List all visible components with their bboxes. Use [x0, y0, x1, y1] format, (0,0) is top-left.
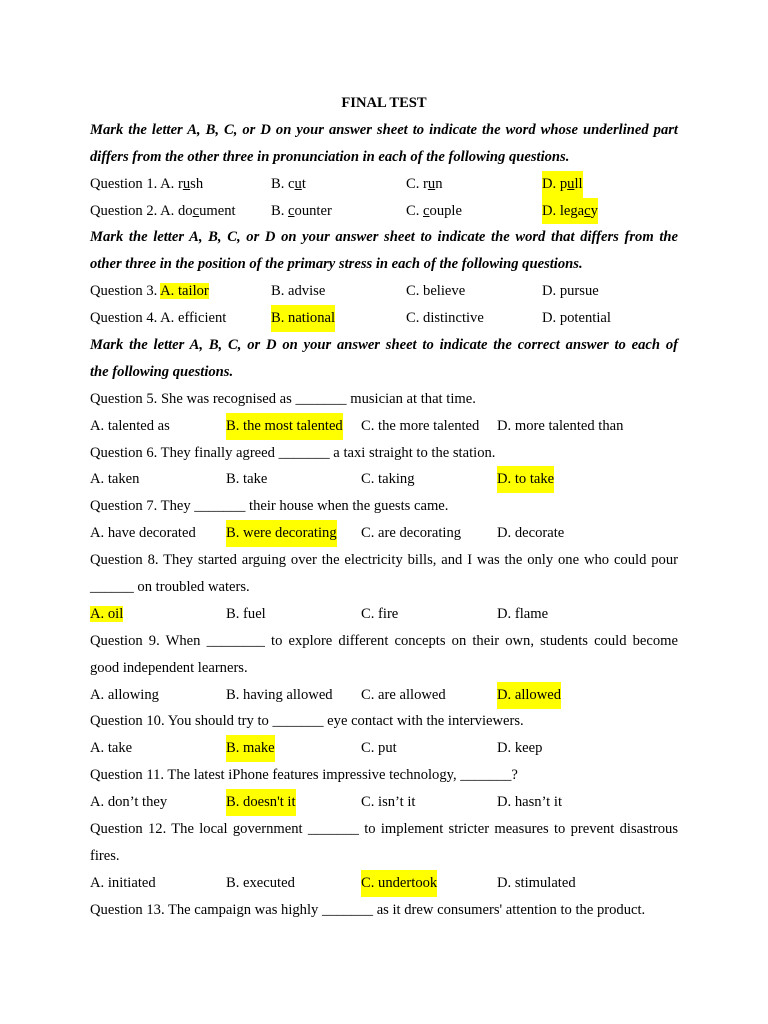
question-5-option-a: A. talented as: [90, 417, 170, 434]
question-9-option-b: B. having allowed: [226, 686, 333, 703]
question-2-option-c: C. couple: [406, 202, 462, 219]
question-5-option-b: B. the most talented: [226, 413, 343, 440]
instruction-stress-line-1: Mark the letter A, B, C, or D on your answer sheet to indicate the word that differs from the: [90, 229, 678, 246]
question-10-text: Question 10. You should try to _______ eye contact with the interviewers.: [90, 713, 524, 730]
question-4-option-b: B. national: [271, 305, 335, 332]
question-6-text: Question 6. They finally agreed _______ a taxi straight to the station.: [90, 444, 496, 461]
question-7-option-c: C. are decorating: [361, 525, 462, 542]
question-12-option-a: A. initiated: [90, 874, 156, 891]
question-8-option-a: A. oil: [90, 605, 124, 622]
question-6-option-d: D. to take: [497, 466, 554, 493]
question-4-option-c: C. distinctive: [406, 310, 484, 327]
question-1-label: Question 1.: [90, 175, 161, 192]
question-11-option-d: D. hasn’t it: [497, 794, 562, 811]
question-9-text-line-1: Question 9. When ________ to explore different concepts on their own, students could become: [90, 632, 678, 649]
question-7-text: Question 7. They _______ their house when the guests came.: [90, 498, 449, 515]
question-9-options: [90, 682, 678, 709]
question-12-text-line-2: fires.: [90, 847, 120, 864]
question-11-option-b: B. doesn't it: [226, 789, 296, 816]
instruction-stress-line-2: other three in the position of the primary stress in each of the following questions.: [90, 256, 583, 273]
question-3-option-a: A. tailor: [160, 283, 209, 300]
question-12-text-line-1: Question 12. The local government _______ to implement stricter measures to prevent disastrous: [90, 821, 678, 838]
question-8-options: [90, 601, 678, 628]
question-9-option-d: D. allowed: [497, 682, 561, 709]
instruction-correct-line-1: Mark the letter A, B, C, or D on your answer sheet to indicate the correct answer to each of: [90, 337, 678, 354]
question-1-option-c: C. run: [406, 175, 443, 192]
question-5-option-c: C. the more talented: [361, 417, 480, 434]
question-12-option-c: C. undertook: [361, 870, 437, 897]
question-11-option-a: A. don’t they: [90, 794, 168, 811]
question-8-option-d: D. flame: [497, 605, 549, 622]
question-1-option-d: D. pull: [542, 171, 583, 198]
question-6-options: [90, 466, 678, 493]
question-2-option-b: B. counter: [271, 202, 332, 219]
question-2-option-a: A. document: [160, 202, 236, 219]
question-2-option-d: D. legacy: [542, 198, 598, 225]
document-page: [90, 90, 678, 924]
question-7-option-b: B. were decorating: [226, 520, 337, 547]
question-6-option-a: A. taken: [90, 471, 140, 488]
instruction-correct-line-2: the following questions.: [90, 363, 234, 380]
question-5-option-d: D. more talented than: [497, 417, 624, 434]
question-5-options: [90, 413, 678, 440]
question-9-option-c: C. are allowed: [361, 686, 446, 703]
question-10-option-a: A. take: [90, 740, 133, 757]
question-13-text: Question 13. The campaign was highly _______ as it drew consumers' attention to the product.: [90, 901, 646, 918]
question-1-row: [90, 171, 678, 198]
question-9-text-line-2: good independent learners.: [90, 659, 248, 676]
question-9-option-a: A. allowing: [90, 686, 159, 703]
question-7-option-d: D. decorate: [497, 525, 565, 542]
question-3-option-b: B. advise: [271, 283, 326, 300]
question-4-option-a: A. efficient: [160, 310, 227, 327]
question-7-options: [90, 520, 678, 547]
question-8-text-line-2: ______ on troubled waters.: [90, 579, 250, 596]
question-3-option-d: D. pursue: [542, 283, 599, 300]
question-5-text: Question 5. She was recognised as _______ musician at that time.: [90, 390, 476, 407]
question-2-row: [90, 198, 678, 225]
question-7-option-a: A. have decorated: [90, 525, 196, 542]
question-6-option-b: B. take: [226, 471, 268, 488]
question-6-option-c: C. taking: [361, 471, 415, 488]
question-11-option-c: C. isn’t it: [361, 794, 416, 811]
question-10-option-c: C. put: [361, 740, 397, 757]
instruction-pronunciation-line-2: differs from the other three in pronunciation in each of the following questions.: [90, 148, 570, 165]
question-2-label: Question 2.: [90, 202, 161, 219]
question-12-option-d: D. stimulated: [497, 874, 576, 891]
question-8-option-b: B. fuel: [226, 605, 266, 622]
question-11-options: [90, 789, 678, 816]
question-3-row: [90, 278, 678, 305]
question-11-text: Question 11. The latest iPhone features impressive technology, _______?: [90, 767, 518, 784]
question-1-option-b: B. cut: [271, 175, 306, 192]
question-8-text-line-1: Question 8. They started arguing over the electricity bills, and I was the only one who could pour: [90, 552, 678, 569]
question-4-label: Question 4.: [90, 310, 161, 327]
page-title: FINAL TEST: [341, 95, 427, 111]
question-4-option-d: D. potential: [542, 310, 611, 327]
question-12-options: [90, 870, 678, 897]
question-3-label: Question 3.: [90, 283, 161, 300]
question-10-option-d: D. keep: [497, 740, 543, 757]
question-4-row: [90, 305, 678, 332]
question-8-option-c: C. fire: [361, 605, 399, 622]
question-10-option-b: B. make: [226, 735, 275, 762]
question-12-option-b: B. executed: [226, 874, 295, 891]
instruction-pronunciation-line-1: Mark the letter A, B, C, or D on your answer sheet to indicate the word whose underlined part: [90, 121, 678, 138]
question-3-option-c: C. believe: [406, 283, 466, 300]
question-10-options: [90, 735, 678, 762]
question-1-option-a: A. rush: [160, 175, 204, 192]
